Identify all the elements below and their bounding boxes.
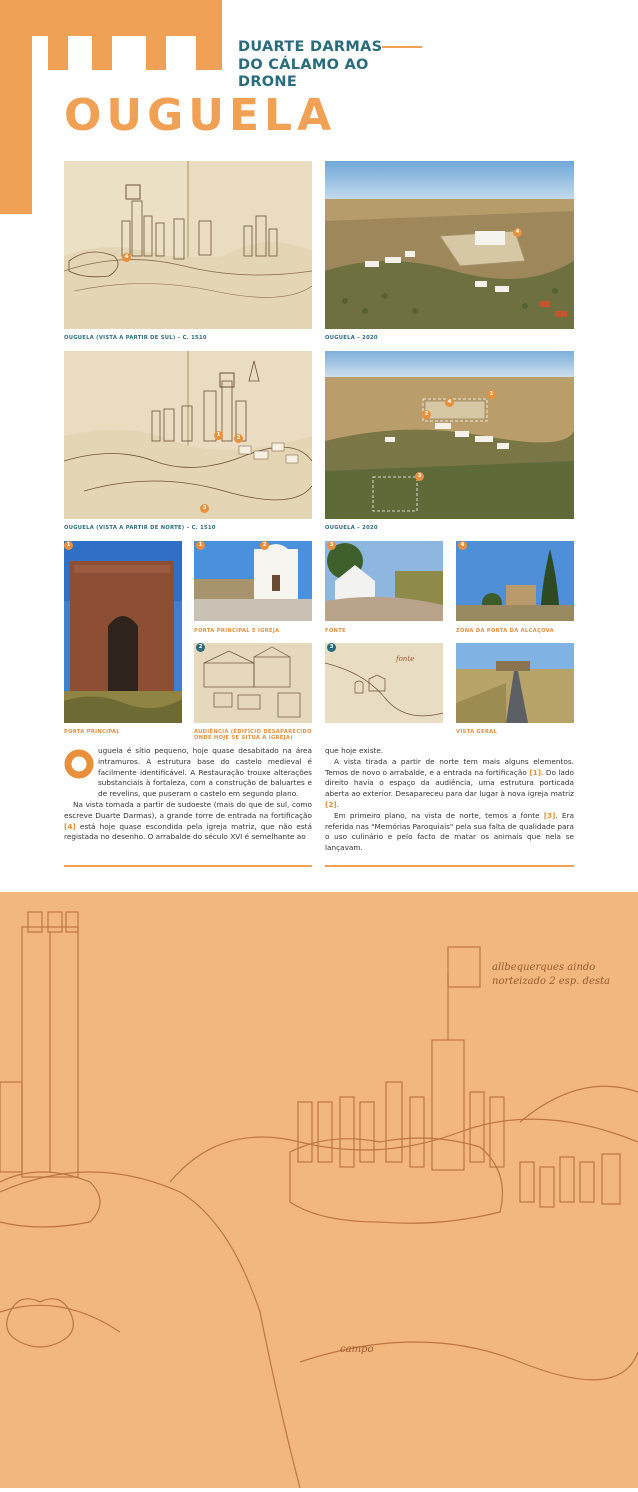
bottom-drawing-panel [0,892,638,1488]
badge-marker: 3 [327,643,336,652]
badge-marker: 1 [64,541,73,550]
caption-porta-principal: PORTA PRINCIPAL [64,729,120,735]
caption-drone-2020-b: OUGUELA – 2020 [325,525,378,531]
photo-porta-igreja [194,541,312,621]
battlement-merlon [196,36,222,70]
column-rule [325,865,574,867]
page-title: OUGUELA [64,90,337,141]
drawing-detail-script: fonte [396,655,415,663]
photo-zona-porta-alcacova [456,541,574,621]
drawing-north-image [64,351,312,519]
header-banner [0,0,222,36]
column-rule [64,865,312,867]
body-paragraph: Na vista tomada a partir de sudoeste (mais do que de sul, como escreve Duarte Darmas), a grande torre de entrada na fortificação [4] está hoje quase escondida pela igreja matriz, que não está registada no desenho. O arrabalde do século XVI é semelhante ao [64,799,312,842]
drawing-inscription-line1: allbequerques aindo [492,962,596,973]
badge-marker: 3 [415,472,424,481]
body-paragraph: A vista tirada a partir de norte tem mais alguns elementos. Temos de novo o arrabalde, e a entrada na fortificação [1]. Do lado direito havia o espaço da audiência, uma estrutura porticada aberta ao exterior. Desapareceu para dar lugar à nova igreja matriz [2]. [325,756,574,809]
badge-marker: 1 [487,390,496,399]
badge-marker: 4 [122,253,131,262]
drawing-south-image [64,161,312,329]
battlement-merlon [146,36,166,70]
series-title-line2: DO CÁLAMO AO DRONE [238,57,369,90]
badge-marker: 2 [422,410,431,419]
battlement-merlon [92,36,112,70]
caption-zona-porta-alcacova: ZONA DA PORTA DA ALCÁÇOVA [456,628,554,634]
caption-audiencia-line1: AUDIÊNCIA (EDIFÍCIO DESAPARECIDO [194,729,312,735]
badge-marker: 4 [458,541,467,550]
body-paragraph: que hoje existe. [325,746,384,755]
photo-vista-geral [456,643,574,723]
drawing-detail-fonte [325,643,443,723]
drawing-field-label: campo [340,1344,374,1355]
badge-marker: 2 [196,643,205,652]
badge-marker: 4 [513,228,522,237]
caption-drone-2020-a: OUGUELA – 2020 [325,335,378,341]
drone-photo-2020-a [325,161,574,329]
photo-fonte [325,541,443,621]
badge-marker: 1 [196,541,205,550]
badge-marker: 3 [200,504,209,513]
drawing-detail-audiencia [194,643,312,723]
battlement-merlon [48,36,68,70]
badge-marker: 2 [260,541,269,550]
badge-marker: 4 [445,398,454,407]
banner-corner-cut [0,180,34,216]
series-title-line1: DUARTE DARMAS [238,39,383,55]
caption-vista-geral: VISTA GERAL [456,729,498,735]
caption-porta-igreja: PORTA PRINCIPAL E IGREJA [194,628,280,634]
caption-drawing-south: OUGUELA (VISTA A PARTIR DE SUL) – C. 1510 [64,335,207,341]
badge-marker: 1 [214,431,223,440]
body-column-1 [64,746,312,843]
caption-fonte: FONTE [325,628,346,634]
body-paragraph: Em primeiro plano, na vista de norte, temos a fonte [3]. Era referida nas "Memórias Paroquiais" pela sua falta de qualidade para o uso culinário e pelo facto de matar os animais que nela se lançavam. [325,810,574,853]
caption-drawing-north: OUGUELA (VISTA A PARTIR DE NORTE) – C. 1510 [64,525,216,531]
drone-photo-2020-b [325,351,574,519]
castle-drawing-illustration [0,892,638,1488]
photo-porta-principal [64,541,182,723]
body-paragraph: uguela é sítio pequeno, hoje quase desabitado na área intramuros. A estrutura base do castelo medieval é facilmente identificável. A Restauração trouxe alterações substanciais à fortaleza, com a construção de baluartes e de revelins, que puseram o castelo em segundo plano. [98,746,312,799]
badge-marker: 2 [234,434,243,443]
badge-marker: 3 [327,541,336,550]
drawing-inscription-line2: norteizado 2 esp. desta [492,976,610,987]
body-column-2 [325,746,574,854]
caption-audiencia-line2: ONDE HOJE SE SITUA A IGREJA) [194,735,293,741]
series-rule [382,46,422,48]
